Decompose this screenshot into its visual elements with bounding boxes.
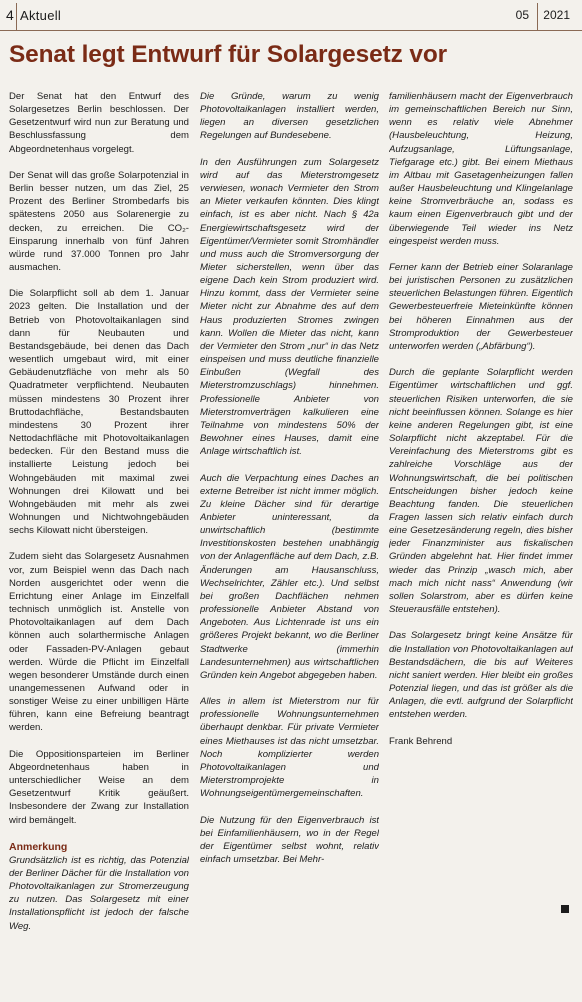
paragraph: Auch die Verpachtung eines Daches an externe Betreiber ist nicht immer möglich. Zu kleine Dächer sind für derartige Anbieter uninteressant, da unwirtschaftlich (bestimmte Investitionskosten bestehen unabhängig von der Anlagenfläche auf dem Dach, z.B. Änderungen am Hausanschluss, Wechselrichter, Zähler etc.). Und selbst bei großen Dachflächen nehmen professionelle Anbieter Abstand von Angeboten. Aus Lichtenrade ist uns ein größeres Projekt bekannt, wo die Berliner Stadtwerke (immerhin Landesunternehmen) aus wirtschaftlichen Gründen kein Angebot abgegeben haben. — [200, 472, 379, 681]
paragraph: Zudem sieht das Solargesetz Ausnahmen vor, zum Beispiel wenn das Dach nach Norden ausgerichtet oder wenn die Errichtung einer Anlage im Einzelfall technisch unmöglich ist. Anstelle von Photovoltaikanlagen auf dem Dach können auch solarthermische Anlagen oder Fassaden-PV-Anlagen gebaut werden. Würde die Pflicht im Einzelfall wegen besonderer Umstände durch einen unangemessenen Aufwand oder in sonstiger Weise zu einer unbilligen Härte führen, kann eine Befreiung beantragt werden. — [9, 551, 189, 734]
header-divider — [537, 3, 538, 30]
issue-year: 2021 — [543, 8, 570, 22]
header-divider — [16, 3, 17, 30]
paragraph: Die Gründe, warum zu wenig Photovoltaikanlagen installiert werden, liegen an diversen gesetzlichen Regelungen auf Bundesebene. — [200, 91, 379, 142]
paragraph: familienhäusern macht der Eigenverbrauch im gemeinschaftlichen Bereich nur Sinn, wenn es relativ viele Abnehmer (Hausbeleuchtung, Heizung, Aufzugsanlage, Lüftungsanlage, Tiefgarage etc.) gibt. Bei einem Miethaus im Altbau mit Gasetagenheizungen fallen außer Hausbeleuchtung und Klingelanlage keine Stromverbräuche an, sodass es kaum einen Eigenverbrauch gibt und der überwiegende Teil wieder ins Netz eingespeist werden muss. — [389, 91, 573, 247]
article-column-3 — [389, 90, 573, 998]
paragraph: Das Solargesetz bringt keine Ansätze für die Installation von Photovoltaikanlagen auf Bestandsdächern, die bis auf Weiteres nicht saniert werden. Hier bleibt ein großes Potenzial liegen, und das ist größer als die Anlagen, die evtl. aufgrund der Solarpflicht entstehen werden. — [389, 630, 573, 721]
paragraph: Die Oppositionsparteien im Berliner Abgeordnetenhaus haben in unterschiedlicher Weise an dem Gesetzentwurf Kritik geäußert. Insbesondere der Zwang zur Installation wird bemängelt. — [9, 748, 189, 826]
comment-text: Grundsätzlich ist es richtig, das Potenzial der Berliner Dächer für die Installation von Photovoltaikanlagen zur Stromerzeugung zu nutzen. Das Solargesetz mit einer Installationspflicht ist jedoch der falsche Weg. — [9, 854, 189, 932]
paragraph: Der Senat will das große Solarpotenzial in Berlin besser nutzen, um das Ziel, 25 Prozent des Berliner Strombedarfs bis spätestens 2050 aus Solarenergie zu decken, zu erreichen. Die CO₂-Einsparung innerhalb von fünf Jahren würde rund 37.000 Tonnen pro Jahr ausmachen. — [9, 169, 189, 274]
paragraph: Durch die geplante Solarpflicht werden Eigentümer wirtschaftlichen und ggf. steuerlichen Risiken unterworfen, die sie nicht beeinflussen können. Solange es hier keine anderen Regelungen gibt, ist eine Solarpflicht nicht akzeptabel. Für die Vereinfachung des Mieterstroms gibt es zahlreiche Vorschläge aus der Wohnungswirtschaft, die bei politischen Entscheidungen bisher jedoch keine Beachtung fanden. Die steuerlichen Fragen lassen sich relativ einfach durch eine Gesetzesänderung regeln, dies bisher jeder Finanzminister aus fiskalischen Gründen abgelehnt hat. Hier findet immer wieder das Prinzip „wasch mich, aber mach mich nicht nass“ Anwendung (wir sollen Solarstrom, aber es dürfen keine Steuerausfälle entstehen). — [389, 367, 573, 616]
paragraph: Ferner kann der Betrieb einer Solaranlage bei juristischen Personen zu zusätzlichen steuerlichen Belastungen führen. Eigentlich Gewerbesteuerfreie Mieteinkünfte können bei höheren Einnahmen aus der Stromproduktion der Gewerbesteuer unterworfen werden („Abfärbung“). — [389, 262, 573, 352]
paragraph: Alles in allem ist Mieterstrom nur für professionelle Wohnungsunternehmen überhaupt denkbar. Für private Vermieter eines Miethauses ist das nicht umsetzbar. Noch komplizierter werden Photovoltaikanlagen und Mieterstromprojekte in Wohnungseigentümergemeinschaften. — [200, 696, 379, 800]
comment-box — [9, 840, 189, 933]
issue-number: 05 — [515, 8, 529, 22]
paragraph: Die Nutzung für den Eigenverbrauch ist bei Einfamilienhäusern, wo in der Regel der Eigentümer selbst wohnt, relativ einfach umsetzbar. Bei Mehr- — [200, 814, 379, 865]
article-column-2 — [200, 90, 379, 998]
author-byline: Frank Behrend — [389, 735, 453, 747]
page-header — [0, 0, 582, 40]
paragraph: Die Solarpflicht soll ab dem 1. Januar 2023 gelten. Die Installation und der Betrieb von Photovoltaikanlagen sind dann für Neubauten und Bestandsgebäude, bei denen das Dach wesentlich umgebaut wird, mit einer Gebäudenutzfläche von mehr als 50 Quadratmeter verpflichtend. Neubauten müssen mindestens 30 Prozent ihrer Bruttodachfläche, Bestandsbauten mindestens 30 Prozent ihrer Nettodachfläche mit Photovoltaikanlagen bedecken. Für den Bestand muss die installierte Leistung jedoch bei Wohngebäuden mit maximal zwei Wohnungen drei Kilowatt und bei Wohngebäuden mit mehr als zwei Wohnungen und Nichtwohngebäuden sechs Kilowatt nicht übersteigen. — [9, 288, 189, 537]
paragraph: In den Ausführungen zum Solargesetz wird auf das Mieterstromgesetz verwiesen, wonach Vermieter den Strom an Mieter verkaufen könnten. Dies klingt einfach, ist es aber nicht. Nach § 42a Energiewirtschaftsgesetz wird der Eigentümer/Vermieter somit Stromhändler und muss auch die Stromversorgung der Mieter sicherstellen, wenn über das eigene Dach kein Strom produziert wird. Hinzu kommt, dass der Vermieter seine Mieter nicht zur Abnahme des auf dem Haus produzierten Stromes zwingen kann. Wollen die Mieter das nicht, kann der Vermieter den Strom „nur“ in das Netz einspeisen und muss deutliche finanzielle Einbußen (Wegfall des Mieterstromzuschlags) hinnehmen. Professionelle Anbieter von Mieterstromverträgen kalkulieren eine Teilnahme von mindestens 50% der Bewohner eines Hauses, damit eine Anlage wirtschaftlich ist. — [200, 156, 379, 458]
article-headline: Senat legt Entwurf für Solargesetz vor — [9, 41, 448, 68]
comment-title: Anmerkung — [9, 840, 68, 853]
article-column-1 — [9, 90, 189, 998]
end-mark-icon — [561, 905, 569, 913]
page-number: 4 — [6, 7, 14, 23]
section-label: Aktuell — [20, 8, 62, 23]
header-rule — [0, 30, 582, 31]
paragraph: Der Senat hat den Entwurf des Solargesetzes Berlin beschlossen. Der Gesetzentwurf wird nun zur Beratung und Beschlussfassung dem Abgeordnetenhaus vorgelegt. — [9, 91, 189, 155]
